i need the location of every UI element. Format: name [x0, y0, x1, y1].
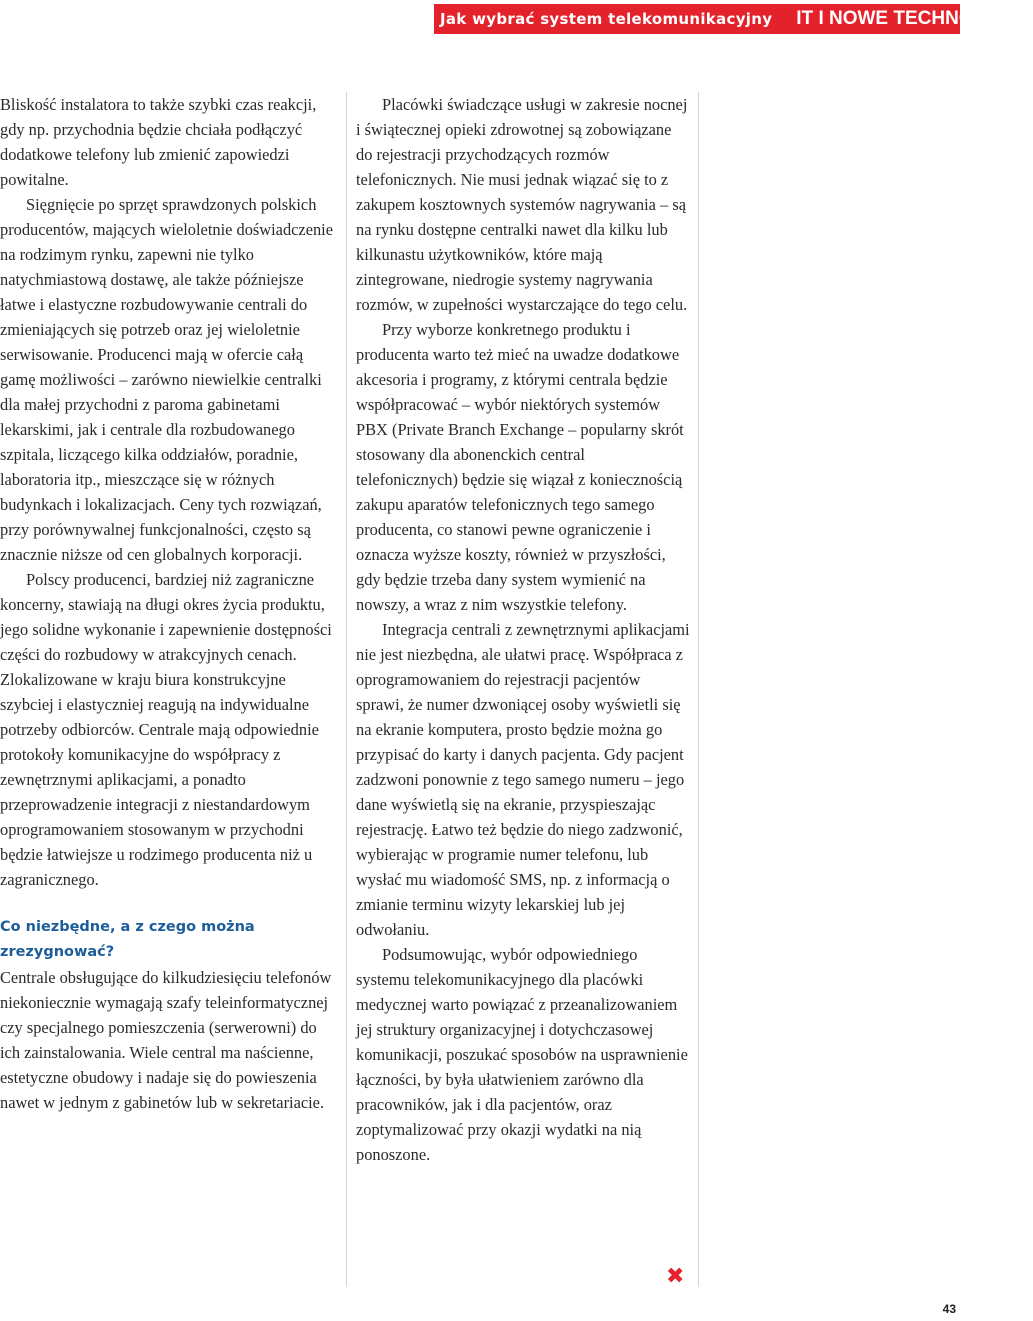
paragraph: Polscy producenci, bardziej niż zagraniczne koncerny, stawiają na długi okres życia produktu, jego solidne wykonanie i zapewnienie dostępności części do rozbudowy w atrakcyjnych cenach. Zlokalizowane w kraju biura konstrukcyjne szybciej i elastyczniej reagują na indywidualne potrzeby odbiorców. Centrale mają odpowiednie protokoły komunikacyjne do współpracy z zewnętrznymi aplikacjami, a ponadto przeprowadzenie integracji z niestandardowym oprogramowaniem stosowanym w przychodni będzie łatwiejsze u rodzimego producenta niż u zagranicznego.: [0, 570, 332, 889]
running-header: [434, 4, 1033, 34]
paragraph: Integracja centrali z zewnętrznymi aplikacjami nie jest niezbędna, ale ułatwi pracę. Współpraca z oprogramowaniem do rejestracji pacjentów sprawi, że numer dzwoniącej osoby wyświetli się na ekranie komputera, prosto będzie można go przypisać do karty i danych pacjenta. Gdy pacjent zadzwoni ponownie z tego samego numeru – jego dane wyświetlą się na ekranie, przyspieszając rejestrację. Łatwo też będzie do niego zadzwonić, wybierając w programie numer telefonu, lub wysłać mu wiadomość SMS, np. z informacją o zmianie terminu wizyty lekarskiej lub jej odwołaniu.: [356, 620, 690, 939]
paragraph: Centrale obsługujące do kilkudziesięciu telefonów niekoniecznie wymagają szafy teleinformatycznej czy specjalnego pomieszczenia (serwerowni) do ich zainstalowania. Wiele central ma naścienne, estetyczne obudowy i nadaje się do powieszenia nawet w jednym z gabinetów lub w sekretariacie.: [0, 968, 332, 1112]
paragraph: Podsumowując, wybór odpowiedniego systemu telekomunikacyjnego dla placówki medycznej warto powiązać z przeanalizowaniem jej struktury organizacyjnej i dotychczasowej komunikacji, poszukać sposobów na usprawnienie łączności, by była ułatwieniem zarówno dla pracowników, jak i dla pacjentów, oraz zoptymalizować przy okazji wydatki na nią ponoszone.: [356, 945, 688, 1164]
paragraph: Bliskość instalatora to także szybki czas reakcji, gdy np. przychodnia będzie chciała podłączyć dodatkowe telefony lub zmienić zapowiedzi powitalne.: [0, 95, 317, 189]
right-column: [356, 92, 690, 1167]
left-column: [0, 92, 336, 1115]
paragraph: Sięgnięcie po sprzęt sprawdzonych polskich producentów, mających wieloletnie doświadczenie na rodzimym rynku, zapewni nie tylko natychmiastową dostawę, ale także późniejsze łatwe i elastyczne rozbudowywanie centrali do zmieniających się potrzeb oraz jej wieloletnie serwisowanie. Producenci mają w ofercie całą gamę możliwości – zarówno niewielkie centralki dla małej przychodni z paroma gabinetami lekarskimi, jak i centrale dla rozbudowanego szpitala, liczącego kilka oddziałów, poradnie, laboratoria itp., mieszczące się w różnych budynkach i lokalizacjach. Ceny tych rozwiązań, przy porównywalnej funkcjonalności, często są znacznie niższe od cen globalnych korporacji.: [0, 195, 333, 564]
section-label: IT I NOWE TECHNOLOGIE: [796, 8, 1033, 29]
column-rule-left: [346, 92, 347, 1287]
paragraph: Przy wyborze konkretnego produktu i producenta warto też mieć na uwadze dodatkowe akcesoria i programy, z którymi centrala będzie współpracować – wybór niektórych systemów PBX (Private Branch Exchange – popularny skrót stosowany dla abonenckich central telefonicznych) będzie się wiązał z koniecznością zakupu aparatów telefonicznych tego samego producenta, co stanowi pewne ograniczenie i oznacza wyższe koszty, również w przyszłości, gdy będzie trzeba dany system wymienić na nowszy, a wraz z nim wszystkie telefony.: [356, 320, 684, 614]
section-subheading: Co niezbędne, a z czego można zrezygnować?: [0, 919, 255, 960]
page-number: 43: [942, 1302, 956, 1316]
column-rule-right: [698, 92, 699, 1287]
end-of-article-icon: ✖: [666, 1264, 685, 1289]
article-title: Jak wybrać system telekomunikacyjny: [440, 10, 773, 28]
paragraph: Placówki świadczące usługi w zakresie nocnej i świątecznej opieki zdrowotnej są zobowiązane do rejestracji przychodzących rozmów telefonicznych. Nie musi jednak wiązać się to z zakupem kosztownych systemów nagrywania – są na rynku dostępne centralki nawet dla kilku lub kilkunastu użytkowników, które mają zintegrowane, niedrogie systemy nagrywania rozmów, w zupełności wystarczające do tego celu.: [356, 95, 688, 314]
